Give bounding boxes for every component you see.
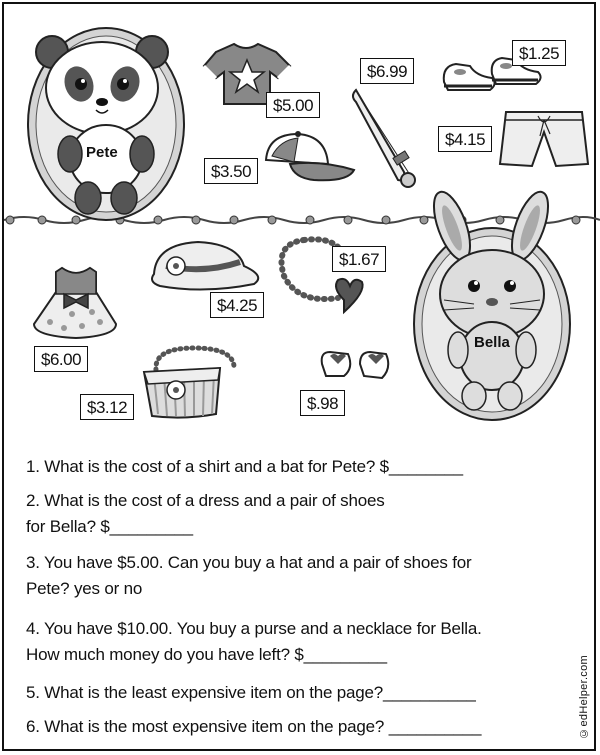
pete-name-label: Pete	[86, 144, 118, 161]
bunny-icon	[414, 187, 570, 420]
shorts-price-tag: $4.15	[438, 126, 492, 152]
sun-hat-price-tag: $4.25	[210, 292, 264, 318]
copyright-text: ©edHelper.com	[578, 655, 590, 739]
question-3: 3. You have $5.00. Can you buy a hat and a pair of shoes for Pete? yes or no	[26, 553, 472, 598]
cap-price-tag: $3.50	[204, 158, 258, 184]
question-4: 4. You have $10.00. You buy a purse and a necklace for Bella. How much money do you have left? $_________	[26, 619, 482, 664]
baseball-cap-icon	[266, 131, 354, 180]
question-6: 6. What is the most expensive item on the page? __________	[26, 717, 482, 736]
dress-price-tag: $6.00	[34, 346, 88, 372]
necklace-price-tag: $1.67	[332, 246, 386, 272]
illustration-area	[4, 4, 600, 434]
panda-icon	[28, 28, 184, 220]
bat-price-tag: $6.99	[360, 58, 414, 84]
purse-price-tag: $3.12	[80, 394, 134, 420]
shorts-icon	[500, 112, 588, 166]
bella-name-label: Bella	[474, 334, 510, 351]
baby-shoes-icon	[322, 352, 389, 378]
baby-shoes-price-tag: $.98	[300, 390, 345, 416]
question-1: 1. What is the cost of a shirt and a bat for Pete? $________	[26, 457, 463, 476]
question-5: 5. What is the least expensive item on the page?__________	[26, 683, 476, 702]
worksheet-page	[2, 2, 596, 751]
purse-icon	[144, 348, 234, 418]
dress-icon	[34, 268, 116, 338]
shirt-price-tag: $5.00	[266, 92, 320, 118]
baseball-bat-icon	[353, 90, 415, 187]
sneakers-price-tag: $1.25	[512, 40, 566, 66]
question-2: 2. What is the cost of a dress and a pair of shoes for Bella? $_________	[26, 491, 385, 536]
sun-hat-icon	[152, 242, 258, 290]
